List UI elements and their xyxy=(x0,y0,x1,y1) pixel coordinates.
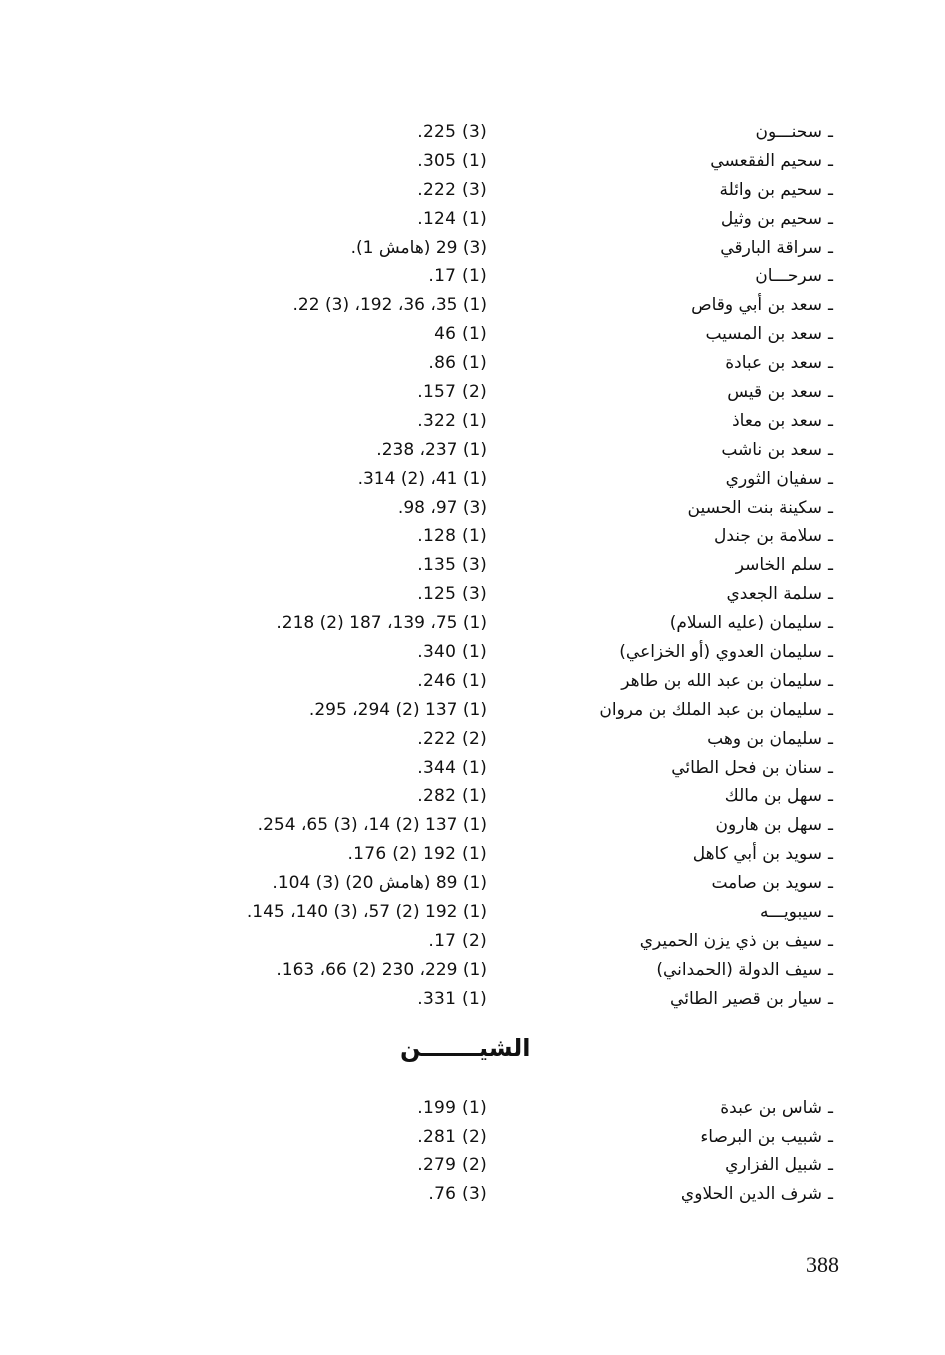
index-entry xyxy=(0,609,945,638)
entry-name: سلمة الجعدي xyxy=(726,584,823,605)
entry-dash: ـ xyxy=(828,526,833,547)
entry-name: سرحـــان xyxy=(755,266,823,287)
entry-name: سيار بن قصير الطائي xyxy=(670,988,823,1009)
entry-dash: ـ xyxy=(828,873,833,894)
entry-dash: ـ xyxy=(828,613,833,634)
entry-name-cell xyxy=(573,927,833,956)
entry-name: شبيب بن البرصاء xyxy=(700,1126,823,1147)
entry-dash: ـ xyxy=(828,237,833,258)
entry-dash: ـ xyxy=(828,1155,833,1176)
index-entry xyxy=(0,811,945,840)
entry-name-cell xyxy=(573,436,833,465)
entry-dash: ـ xyxy=(828,844,833,865)
entry-references: (1) 17. xyxy=(428,266,487,287)
entry-name: سهل بن مالك xyxy=(724,786,823,807)
entry-name: سلامة بن جندل xyxy=(714,526,823,547)
entry-name-cell xyxy=(573,1094,833,1123)
entry-references: (3) 29 (هامش 1). xyxy=(350,237,487,258)
entry-name-cell xyxy=(573,1123,833,1152)
entry-references: (2) 157. xyxy=(417,382,487,403)
entry-name: سليمان العدوي (أو الخزاعي) xyxy=(619,642,823,663)
index-entry xyxy=(0,522,945,551)
entry-name-cell xyxy=(573,494,833,523)
entry-name: سويد بن أبي كاهل xyxy=(692,844,823,865)
entry-references: (1) 340. xyxy=(417,642,487,663)
entry-dash: ـ xyxy=(828,295,833,316)
entry-name: سويد بن صامت xyxy=(711,873,823,894)
index-entry xyxy=(0,262,945,291)
index-entry xyxy=(0,927,945,956)
index-entry xyxy=(0,378,945,407)
entry-references: (3) 97، 98. xyxy=(397,497,487,518)
entry-dash: ـ xyxy=(828,555,833,576)
entry-references: (1) 137 (2) 294، 295. xyxy=(308,699,487,720)
entry-name-cell xyxy=(573,869,833,898)
entry-references: (1) 322. xyxy=(417,410,487,431)
entry-dash: ـ xyxy=(828,959,833,980)
index-entry xyxy=(0,176,945,205)
entry-references: (1) 282. xyxy=(417,786,487,807)
entry-dash: ـ xyxy=(828,497,833,518)
entry-references: (2) 281. xyxy=(417,1126,487,1147)
index-entry xyxy=(0,320,945,349)
entry-dash: ـ xyxy=(828,757,833,778)
entry-name-cell xyxy=(573,985,833,1014)
entry-name-cell xyxy=(573,551,833,580)
index-entry xyxy=(0,436,945,465)
entry-dash: ـ xyxy=(828,728,833,749)
entry-references: (2) 222. xyxy=(417,728,487,749)
entry-dash: ـ xyxy=(828,1126,833,1147)
entry-dash: ـ xyxy=(828,930,833,951)
entry-name: سحنـــون xyxy=(755,122,823,142)
index-entry xyxy=(0,205,945,234)
index-entry xyxy=(0,696,945,725)
entry-references: (1) 89 (هامش 20) (3) 104. xyxy=(272,873,487,894)
entry-dash: ـ xyxy=(828,324,833,345)
entry-name: سعد بن قيس xyxy=(727,382,823,403)
entry-name-cell xyxy=(573,262,833,291)
entry-name-cell xyxy=(573,407,833,436)
entry-name-cell xyxy=(573,1180,833,1209)
index-entry xyxy=(0,147,945,176)
entry-dash: ـ xyxy=(828,122,833,142)
index-entry xyxy=(0,667,945,696)
index-entry xyxy=(0,725,945,754)
index-entry xyxy=(0,840,945,869)
entry-name: سفيان الثوري xyxy=(725,468,823,489)
entry-name-cell xyxy=(573,465,833,494)
entry-name: سنان بن فحل الطائي xyxy=(671,757,823,778)
entry-name-cell xyxy=(573,349,833,378)
entry-dash: ـ xyxy=(828,410,833,431)
index-entry xyxy=(0,956,945,985)
entry-name-cell xyxy=(573,176,833,205)
entry-dash: ـ xyxy=(828,1097,833,1118)
entry-references: (1) 35، 36، 192، (3) 22. xyxy=(292,295,487,316)
section-heading xyxy=(0,1014,945,1094)
index-entry xyxy=(0,898,945,927)
index-entry xyxy=(0,754,945,783)
entry-name: شبيل الفزاري xyxy=(725,1155,823,1176)
entry-dash: ـ xyxy=(828,1184,833,1205)
entry-references: (3) 76. xyxy=(428,1184,487,1205)
entry-references: (2) 279. xyxy=(417,1155,487,1176)
entry-name: سحيم بن وثيل xyxy=(720,208,823,229)
index-entry xyxy=(0,580,945,609)
entry-name: سيف الدولة (الحمداني) xyxy=(656,959,823,980)
entry-name-cell xyxy=(573,205,833,234)
entry-dash: ـ xyxy=(828,902,833,923)
entry-references: (1) 229، 230 (2) 66، 163. xyxy=(276,959,487,980)
entry-references: (1) 237، 238. xyxy=(376,439,487,460)
entry-references: (1) 305. xyxy=(417,150,487,171)
entry-name: سيبويـــه xyxy=(759,902,823,923)
entry-references: (3) 222. xyxy=(417,179,487,200)
entry-name-cell xyxy=(573,898,833,927)
entry-name: سعد بن عبادة xyxy=(725,353,823,374)
entry-name-cell xyxy=(573,522,833,551)
entry-dash: ـ xyxy=(828,699,833,720)
entry-name: سلم الخاسر xyxy=(735,555,823,576)
entry-references: (1) 192 (2) 176. xyxy=(347,844,487,865)
section-heading-text: الشيـــــــن xyxy=(400,1033,531,1062)
name-index-list xyxy=(0,118,945,1209)
entry-name-cell xyxy=(573,234,833,263)
index-section xyxy=(0,1014,945,1210)
index-entry xyxy=(0,1180,945,1209)
entry-name: سعد بن المسيب xyxy=(705,324,823,345)
index-entry xyxy=(0,118,945,147)
entry-name: سراقة البارقي xyxy=(720,237,823,258)
page-number: 388 xyxy=(806,1252,839,1277)
entry-name-cell xyxy=(573,754,833,783)
index-section xyxy=(0,118,945,1014)
index-entry xyxy=(0,1123,945,1152)
entry-dash: ـ xyxy=(828,786,833,807)
entry-name-cell xyxy=(573,696,833,725)
entry-name: سعد بن معاذ xyxy=(732,410,823,431)
entry-name-cell xyxy=(573,725,833,754)
entry-references: (2) 17. xyxy=(428,930,487,951)
entry-dash: ـ xyxy=(828,642,833,663)
entry-references: (3) 125. xyxy=(417,584,487,605)
entry-name-cell xyxy=(573,782,833,811)
index-entry xyxy=(0,985,945,1014)
entry-name-cell xyxy=(573,667,833,696)
entry-references: (1) 75، 139، 187 (2) 218. xyxy=(276,613,487,634)
entry-name: سليمان (عليه السلام) xyxy=(669,613,823,634)
entry-references: (1) 46 xyxy=(434,324,487,345)
entry-name-cell xyxy=(573,811,833,840)
entry-references: (1) 86. xyxy=(428,353,487,374)
entry-references: (1) 344. xyxy=(417,757,487,778)
entry-references: (1) 192 (2) 57، (3) 140، 145. xyxy=(246,902,487,923)
index-entry xyxy=(0,638,945,667)
index-entry xyxy=(0,494,945,523)
index-entry xyxy=(0,234,945,263)
entry-name: سيف بن ذي يزن الحميري xyxy=(639,930,823,951)
index-entry xyxy=(0,551,945,580)
entry-dash: ـ xyxy=(828,266,833,287)
entry-name: سليمان بن عبد الله بن طاهر xyxy=(621,670,823,691)
entry-dash: ـ xyxy=(828,208,833,229)
entry-dash: ـ xyxy=(828,670,833,691)
entry-name: سكينة بنت الحسين xyxy=(687,497,823,518)
entry-dash: ـ xyxy=(828,988,833,1009)
index-entry xyxy=(0,465,945,494)
entry-name: سعد بن أبي وقاص xyxy=(691,295,823,316)
entry-references: (1) 137 (2) 14، (3) 65، 254. xyxy=(257,815,487,836)
entry-dash: ـ xyxy=(828,150,833,171)
entry-name-cell xyxy=(573,320,833,349)
entry-dash: ـ xyxy=(828,584,833,605)
index-entry xyxy=(0,407,945,436)
entry-name: سليمان بن عبد الملك بن مروان xyxy=(599,699,823,720)
entry-dash: ـ xyxy=(828,353,833,374)
entry-dash: ـ xyxy=(828,179,833,200)
entry-name-cell xyxy=(573,609,833,638)
index-entry xyxy=(0,1151,945,1180)
entry-references: (1) 331. xyxy=(417,988,487,1009)
entry-name-cell xyxy=(573,840,833,869)
entry-name: سعد بن ناشب xyxy=(721,439,823,460)
index-entry xyxy=(0,1094,945,1123)
entry-name-cell xyxy=(573,1151,833,1180)
index-entry xyxy=(0,869,945,898)
entry-references: (3) 135. xyxy=(417,555,487,576)
index-entry xyxy=(0,782,945,811)
entry-name-cell xyxy=(573,118,833,147)
entry-name: شرف الدين الحلاوي xyxy=(680,1184,823,1205)
entry-name: سهل بن هارون xyxy=(715,815,823,836)
entry-dash: ـ xyxy=(828,439,833,460)
index-entry xyxy=(0,349,945,378)
entry-dash: ـ xyxy=(828,815,833,836)
entry-name-cell xyxy=(573,956,833,985)
entry-name-cell xyxy=(573,580,833,609)
entry-references: (1) 128. xyxy=(417,526,487,547)
entry-name-cell xyxy=(573,147,833,176)
entry-name-cell xyxy=(573,638,833,667)
entry-name: سحيم الفقعسي xyxy=(710,150,823,171)
entry-references: (1) 246. xyxy=(417,670,487,691)
entry-references: (1) 124. xyxy=(417,208,487,229)
entry-name: شاس بن عبدة xyxy=(720,1097,823,1118)
entry-references: (3) 225. xyxy=(417,122,487,142)
index-entry xyxy=(0,291,945,320)
entry-references: (1) 41، (2) 314. xyxy=(357,468,487,489)
entry-dash: ـ xyxy=(828,468,833,489)
entry-name-cell xyxy=(573,291,833,320)
entry-dash: ـ xyxy=(828,382,833,403)
entry-name: سحيم بن وائلة xyxy=(719,179,823,200)
entry-references: (1) 199. xyxy=(417,1097,487,1118)
entry-name: سليمان بن وهب xyxy=(707,728,823,749)
entry-name-cell xyxy=(573,378,833,407)
